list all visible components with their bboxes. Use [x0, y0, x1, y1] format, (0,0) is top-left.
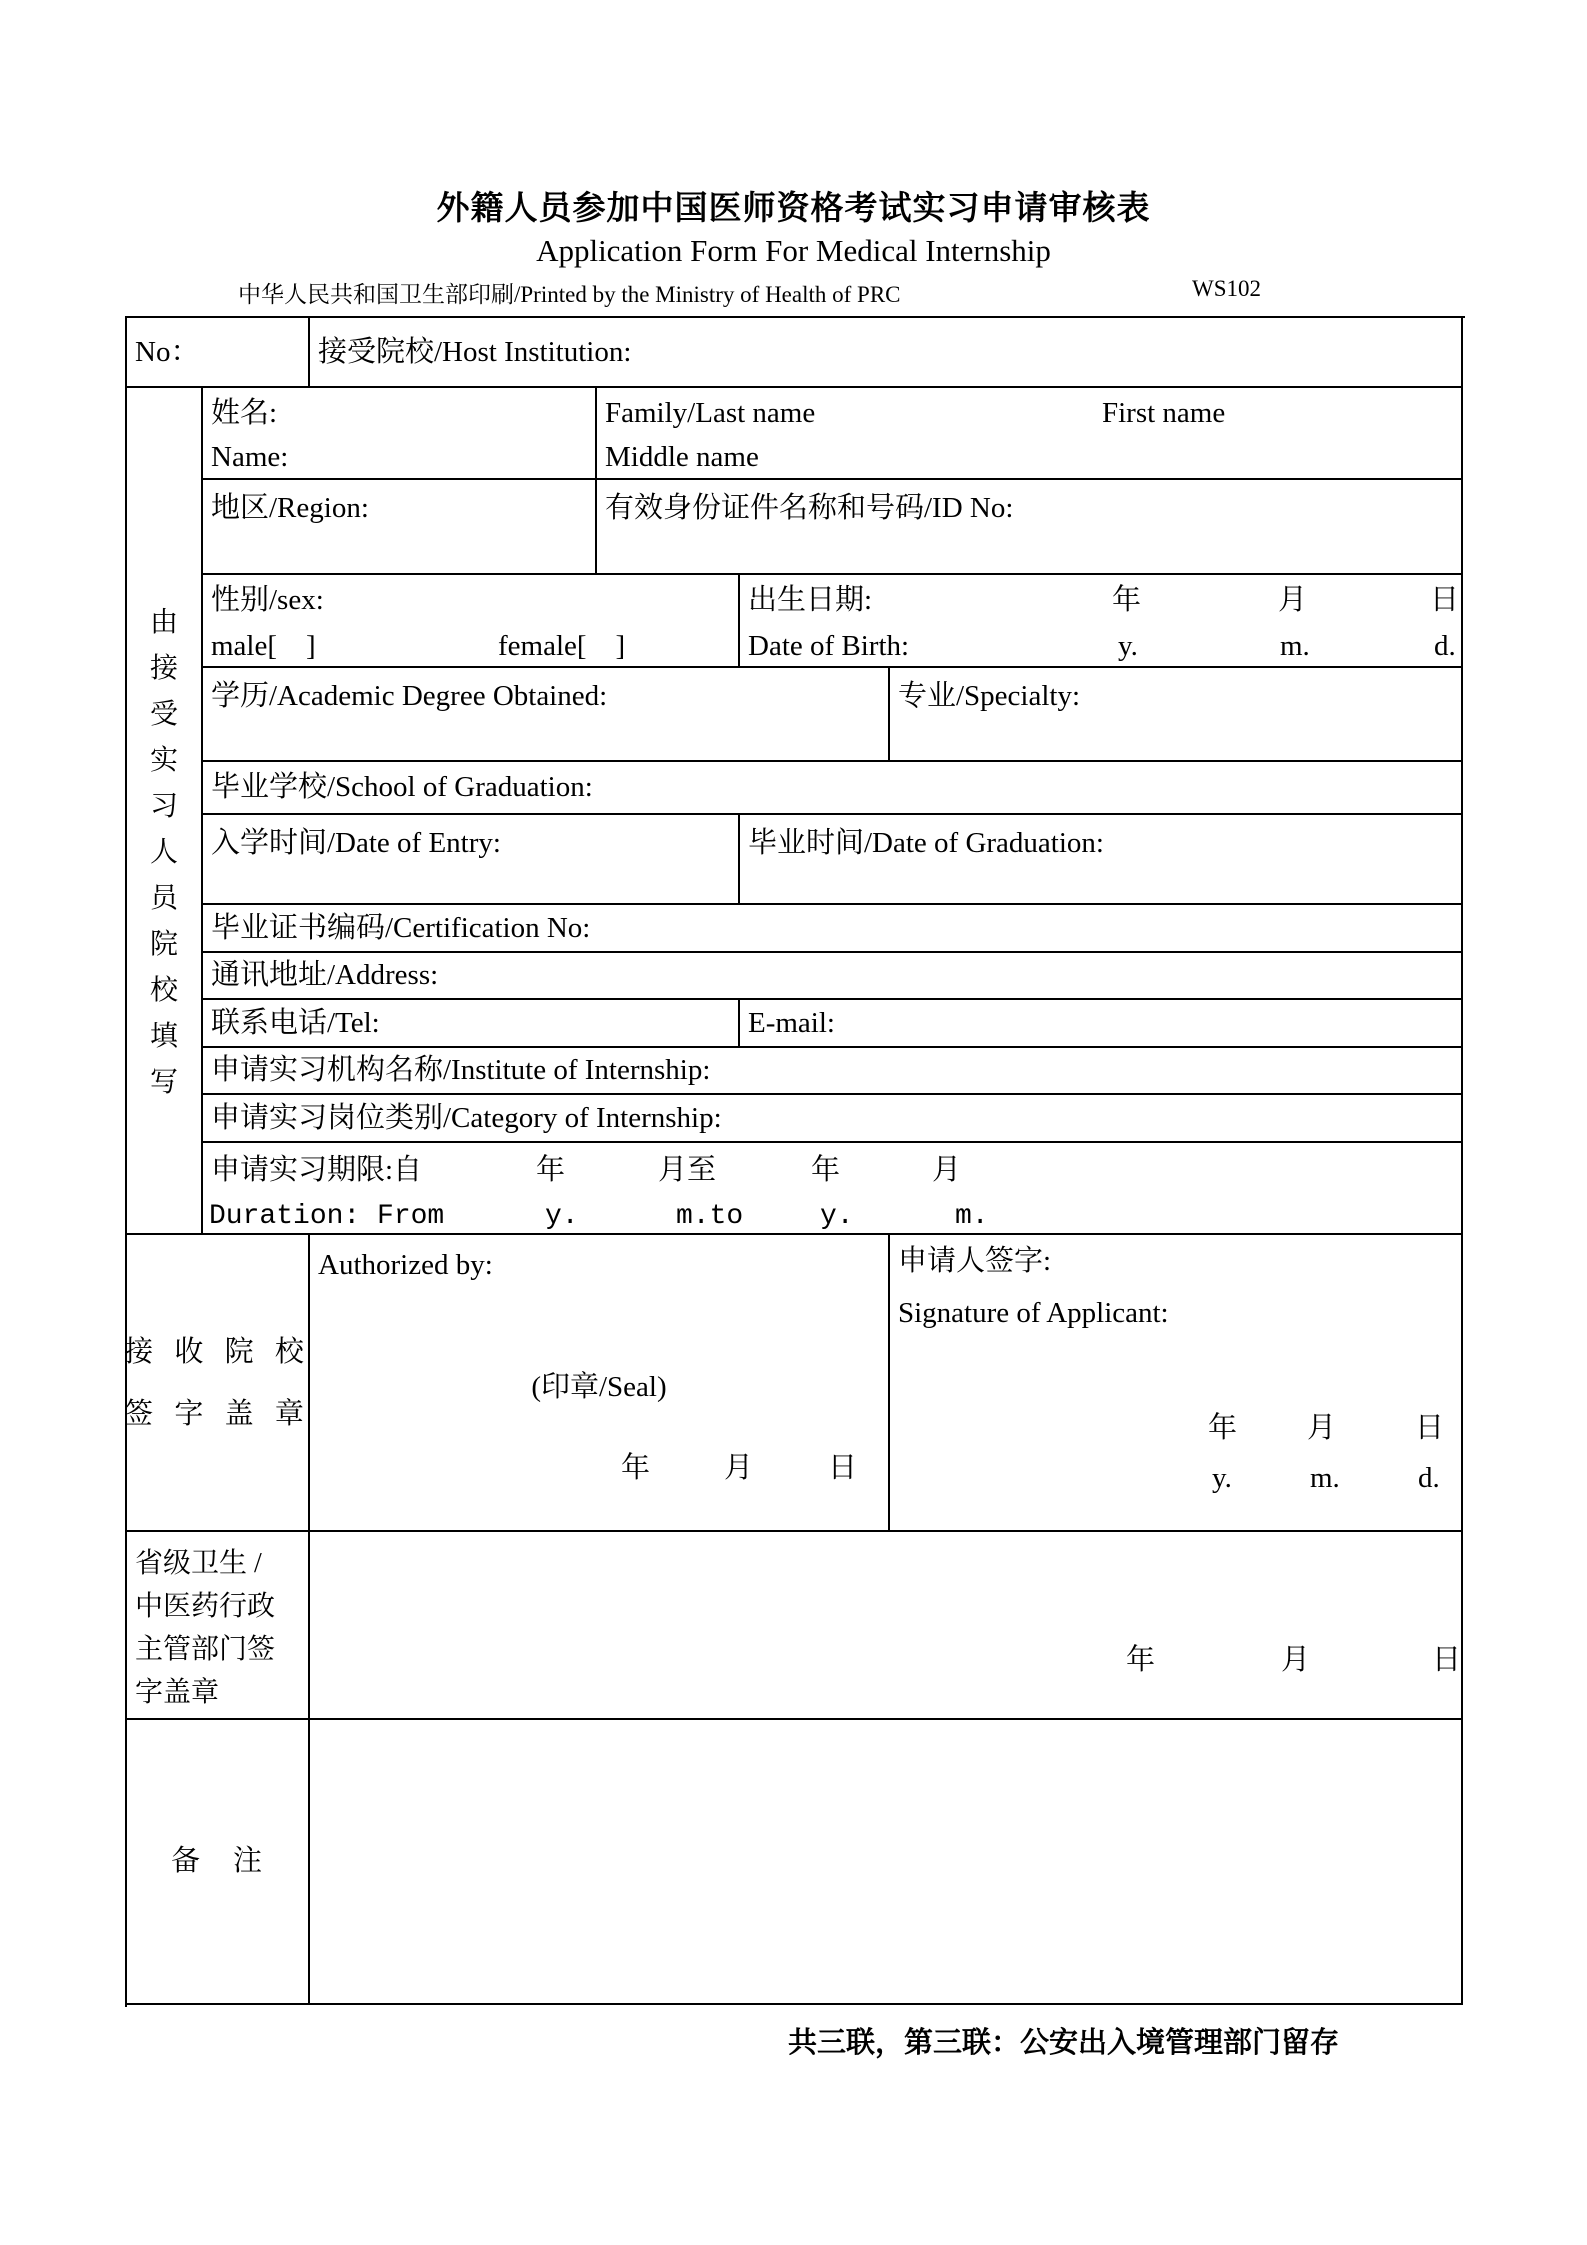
host-sign-header-cell	[124, 1235, 311, 1532]
region-label: 地区/Region:	[211, 492, 369, 524]
name-entry-cell	[597, 388, 1463, 480]
remarks-header-cell	[127, 1720, 310, 2005]
host-institution-field	[310, 318, 1463, 388]
applicant-y-label: y.	[1212, 1462, 1232, 1494]
institute-label: 申请实习机构名称/Institute of Internship:	[211, 1054, 711, 1087]
provincial-month-label: 月	[1281, 1644, 1311, 1676]
id-no-field	[597, 480, 1463, 575]
school-label: 毕业学校/School of Graduation:	[211, 771, 593, 804]
graduation-date-label: 毕业时间/Date of Graduation:	[748, 827, 1104, 859]
address-label: 通讯地址/Address:	[211, 959, 439, 992]
address-field	[203, 953, 1463, 1000]
degree-label: 学历/Academic Degree Obtained:	[211, 680, 608, 712]
certification-no-field	[203, 905, 1463, 953]
graduation-date-field	[740, 815, 1463, 905]
family-name-label: Family/Last name	[605, 397, 816, 429]
form-title-chinese: 外籍人员参加中国医师资格考试实习申请审核表	[436, 191, 1151, 227]
no-field	[127, 318, 310, 388]
region-field	[203, 480, 597, 575]
sex-label: 性别/sex:	[211, 584, 324, 616]
entry-date-field	[203, 815, 740, 905]
birth-year-label: 年	[1112, 584, 1142, 616]
seal-label: (印章/Seal)	[531, 1371, 667, 1403]
host-institution-label: 接受院校/Host Institution:	[318, 335, 632, 368]
applicant-m-label: m.	[1310, 1462, 1340, 1494]
duration-m-to-label: m.to	[676, 1201, 744, 1232]
form-title-english: Application Form For Medical Internship	[536, 233, 1051, 268]
remarks-content-cell	[310, 1720, 1463, 2005]
duration-field	[203, 1143, 1463, 1235]
sex-female-checkbox: female[ ]	[498, 630, 626, 662]
applicant-month-label: 月	[1307, 1412, 1337, 1444]
name-label-en: Name:	[211, 441, 289, 473]
provincial-line2: 中医药行政	[135, 1591, 276, 1622]
duration-label-zh: 申请实习期限:自	[211, 1154, 423, 1186]
duration-y2-label: y.	[820, 1201, 854, 1232]
sidebar-vertical-note: 由接受实习人员院校填写	[149, 607, 178, 1098]
institute-field	[203, 1048, 1463, 1095]
provincial-day-label: 日	[1432, 1644, 1462, 1676]
host-sign-line1: 接 收 院 校	[124, 1335, 311, 1368]
birth-m-label: m.	[1280, 630, 1310, 662]
specialty-label: 专业/Specialty:	[898, 680, 1081, 712]
copies-note: 共三联，第三联：公安出入境管理部门留存	[788, 2027, 1340, 2059]
provincial-header-cell	[127, 1532, 310, 1720]
duration-month-to-label: 月至	[658, 1154, 717, 1186]
authorized-by-cell	[310, 1235, 890, 1532]
applicant-sign-label-en: Signature of Applicant:	[898, 1297, 1169, 1329]
specialty-field	[890, 668, 1463, 762]
name-label-zh: 姓名:	[211, 397, 278, 429]
birth-y-label: y.	[1118, 630, 1138, 662]
birth-day-label: 日	[1430, 584, 1460, 616]
birth-date-field	[740, 575, 1463, 668]
host-sign-month-label: 月	[724, 1452, 754, 1484]
certification-no-label: 毕业证书编码/Certification No:	[211, 911, 591, 944]
birth-d-label: d.	[1434, 630, 1456, 662]
email-label: E-mail:	[748, 1006, 835, 1039]
provincial-line4: 字盖章	[135, 1677, 220, 1708]
no-label: No：	[135, 335, 200, 368]
sidebar-filled-by-host	[127, 388, 203, 1235]
duration-y1-label: y.	[545, 1201, 579, 1232]
school-field	[203, 762, 1463, 815]
birth-label-en: Date of Birth:	[748, 630, 910, 662]
entry-date-label: 入学时间/Date of Entry:	[211, 827, 501, 859]
host-sign-line2: 签 字 盖 章	[124, 1397, 311, 1430]
duration-m2-label: m.	[955, 1201, 989, 1232]
applicant-signature-cell	[890, 1235, 1463, 1532]
email-field	[740, 1000, 1463, 1048]
duration-month2-label: 月	[932, 1154, 962, 1186]
host-sign-year-label: 年	[621, 1452, 651, 1484]
birth-label-zh: 出生日期:	[748, 584, 873, 616]
applicant-day-label: 日	[1415, 1412, 1445, 1444]
degree-field	[203, 668, 890, 762]
applicant-year-label: 年	[1208, 1412, 1238, 1444]
category-label: 申请实习岗位类别/Category of Internship:	[211, 1101, 722, 1134]
sex-field	[203, 575, 740, 668]
duration-label-en: Duration: From	[209, 1201, 445, 1232]
printed-by-line: 中华人民共和国卫生部印刷/Printed by the Ministry of Health of PRC	[238, 282, 901, 307]
birth-month-label: 月	[1278, 584, 1308, 616]
first-name-label: First name	[1102, 397, 1226, 429]
host-sign-day-label: 日	[828, 1452, 858, 1484]
applicant-sign-label-zh: 申请人签字:	[898, 1245, 1052, 1277]
category-field	[203, 1095, 1463, 1143]
form-code: WS102	[1192, 276, 1261, 301]
provincial-line1: 省级卫生 /	[135, 1548, 262, 1579]
provincial-line3: 主管部门签	[135, 1634, 276, 1665]
id-no-label: 有效身份证件名称和号码/ID No:	[605, 492, 1014, 524]
name-label-cell	[203, 388, 597, 480]
authorized-by-label: Authorized by:	[318, 1249, 493, 1281]
applicant-d-label: d.	[1418, 1462, 1440, 1494]
duration-year1-label: 年	[536, 1154, 566, 1186]
duration-year2-label: 年	[811, 1154, 841, 1186]
provincial-year-label: 年	[1126, 1644, 1156, 1676]
remarks-label: 备 注	[170, 1845, 264, 1878]
tel-label: 联系电话/Tel:	[211, 1006, 380, 1039]
middle-name-label: Middle name	[605, 441, 759, 473]
form-table	[125, 316, 1465, 2007]
sex-male-checkbox: male[ ]	[211, 630, 316, 662]
tel-field	[203, 1000, 740, 1048]
provincial-signature-cell	[310, 1532, 1463, 1720]
